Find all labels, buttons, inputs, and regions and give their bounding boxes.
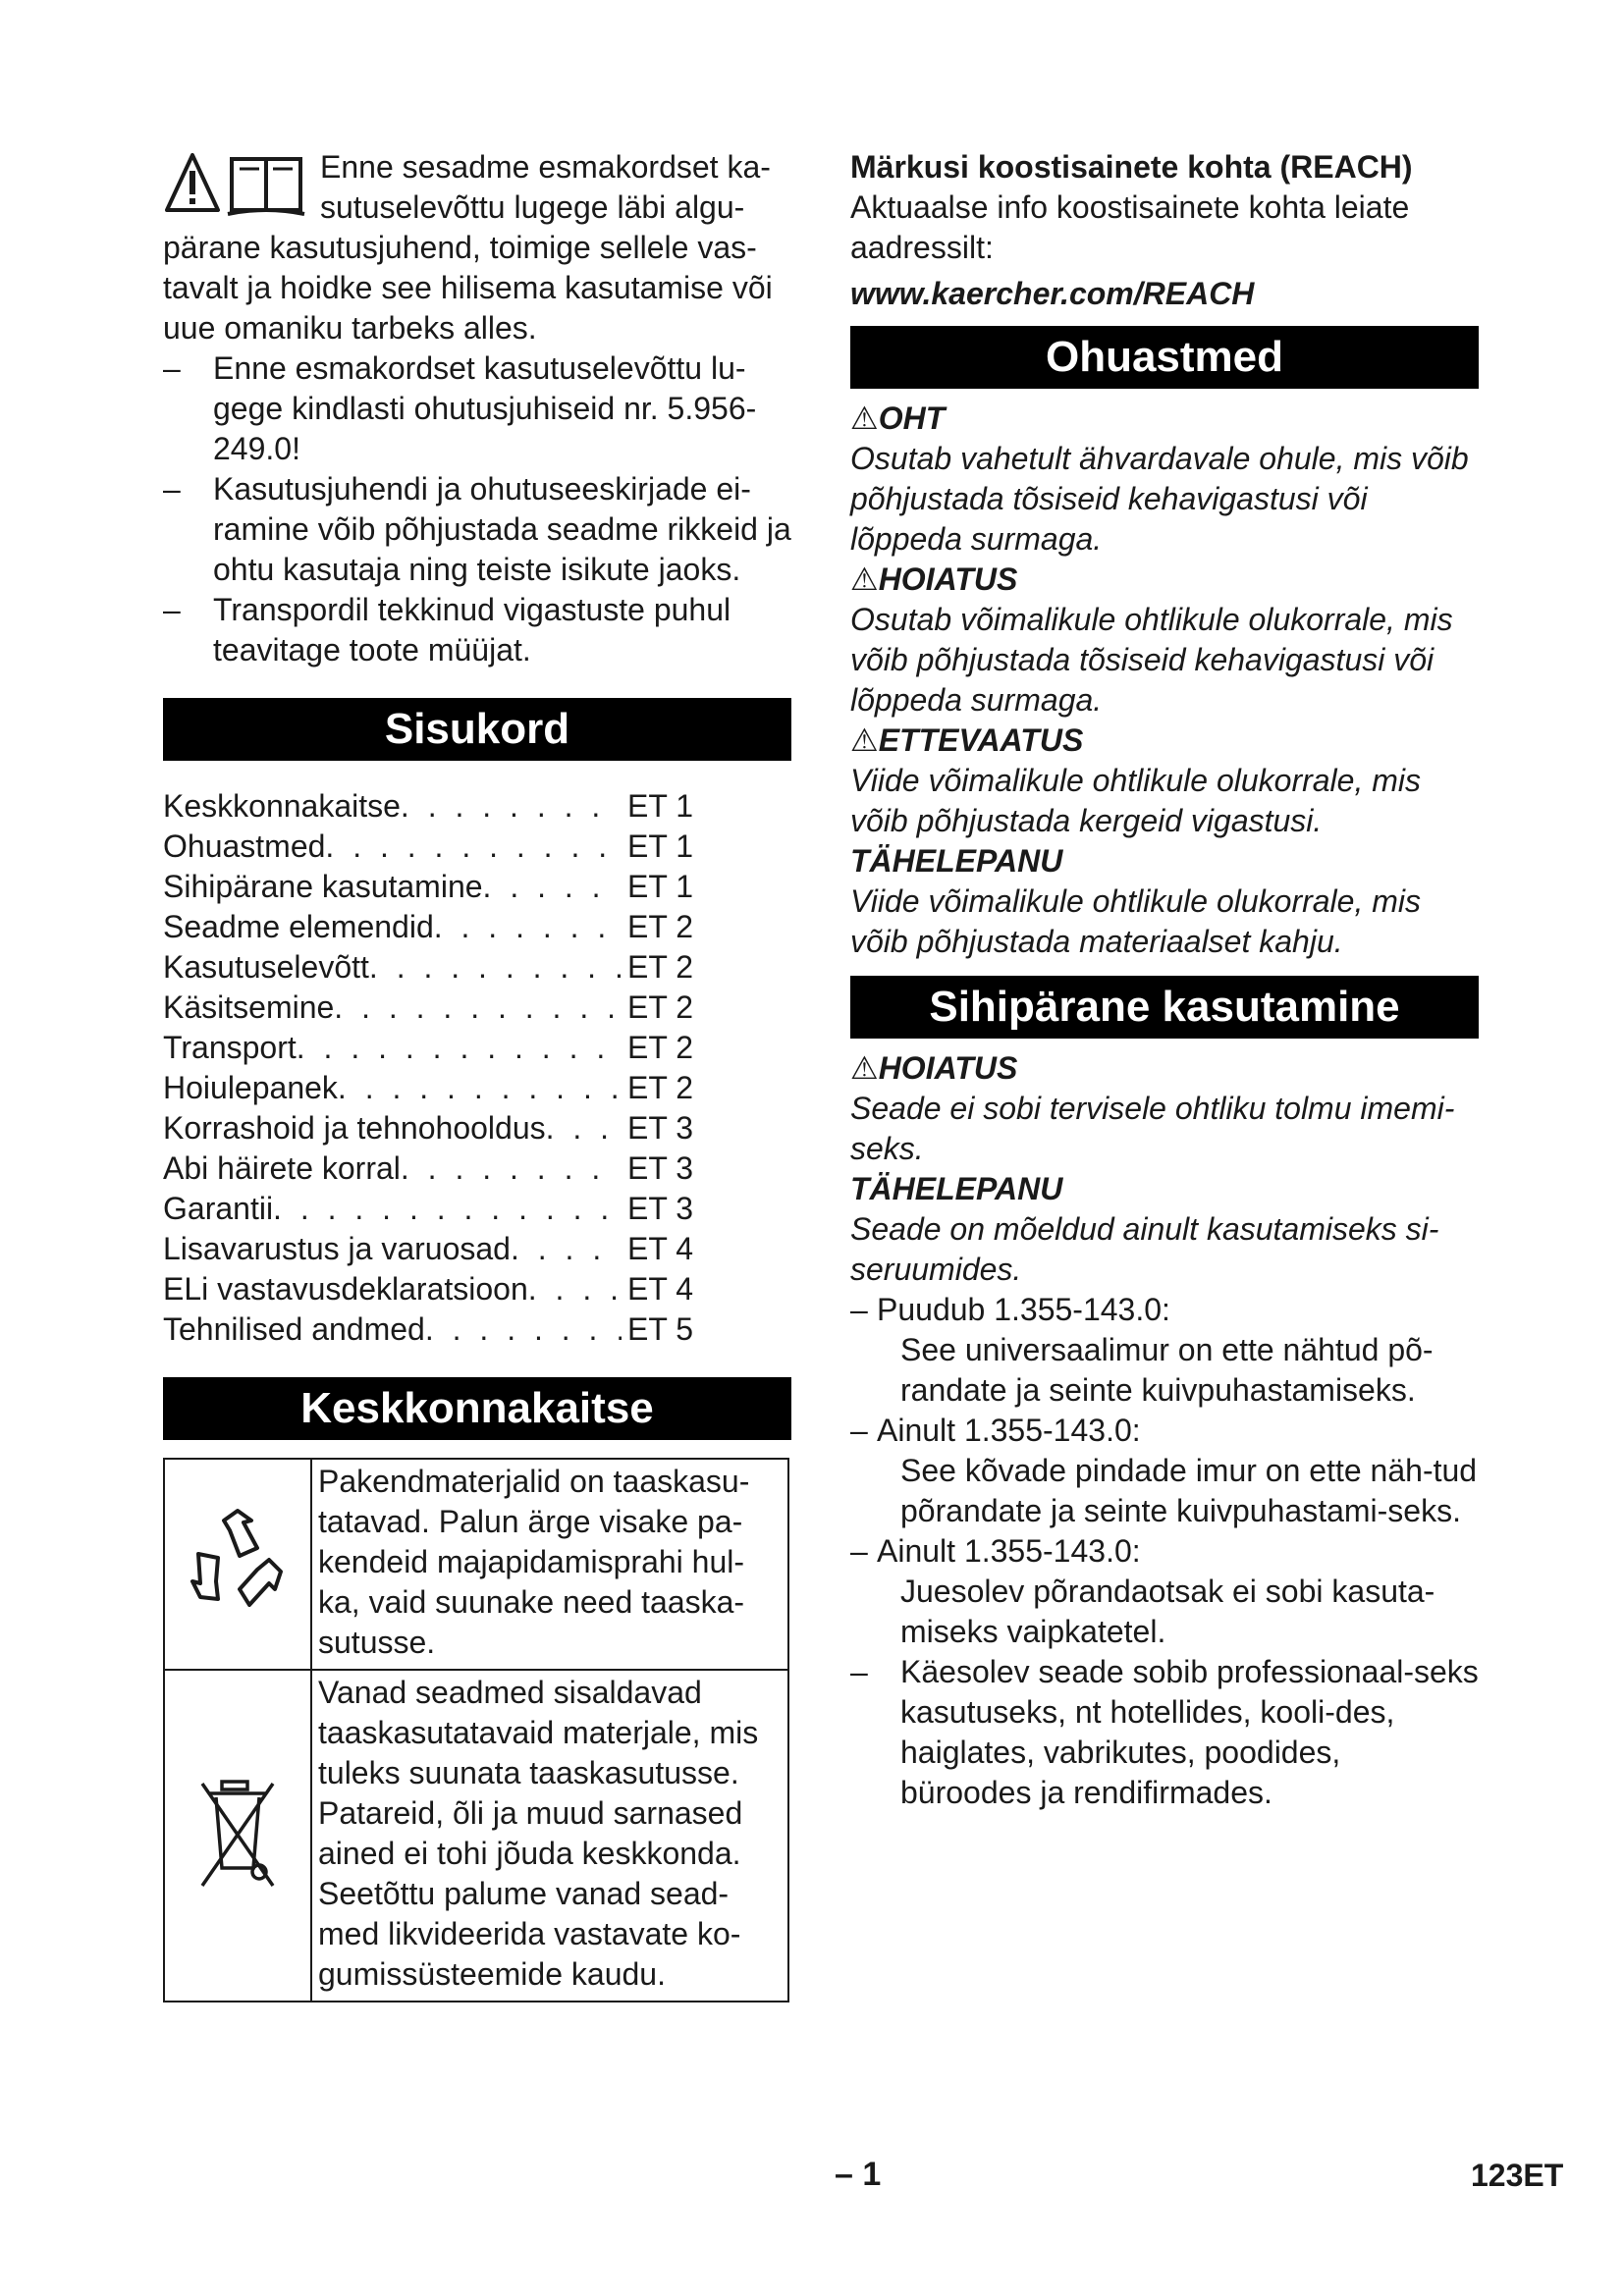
environment-heading: Keskkonnakaitse: [163, 1377, 791, 1440]
toc-item-label: Keskkonnakaitse: [163, 788, 401, 824]
toc-item-label: Garantii: [163, 1191, 274, 1226]
warning-icon: ⚠: [850, 561, 879, 597]
toc-heading: Sisukord: [163, 698, 791, 761]
toc-item[interactable]: [163, 867, 693, 907]
intro-bullet-text: Transpordil tekkinud vigastuste puhul teavitage toote müüjat.: [213, 592, 731, 667]
usage-warning-text: Seade ei sobi tervisele ohtliku tolmu imemi-seks.: [850, 1091, 1455, 1166]
toc-item[interactable]: [163, 1028, 693, 1068]
hazard-level-name: TÄHELEPANU: [850, 843, 1063, 879]
toc-item-label: Transport: [163, 1030, 297, 1065]
toc-item[interactable]: [163, 1189, 693, 1229]
toc-item-page: ET 2: [627, 1070, 693, 1105]
toc-item-page: ET 2: [627, 1030, 693, 1065]
toc-item[interactable]: [163, 947, 693, 988]
usage-section: [850, 1048, 1479, 1813]
dash-marker: –: [850, 1413, 868, 1448]
toc-leader: [369, 947, 622, 988]
usage-item-text: See kõvade pindade imur on ette näh-tud põrandate ja seinte kuivpuhastami-seks.: [900, 1453, 1478, 1528]
usage-item: [850, 1531, 1479, 1652]
toc-item-page: ET 2: [627, 909, 693, 944]
intro-bullet-text: Kasutusjuhendi ja ohutuseeskirjade ei-ramine võib põhjustada seadme rikkeid ja ohtu kasutaja ning teiste isikute jaoks.: [213, 471, 791, 587]
weee-icon-cell: [164, 1670, 311, 2002]
right-column: [850, 147, 1479, 1813]
dash-marker: –: [850, 1292, 868, 1327]
intro-paragraph: pärane kasutusjuhend, toimige sellele vas-tavalt ja hoidke see hilisema kasutamise või uue omaniku tarbeks alles.: [163, 230, 773, 346]
usage-item: [850, 1290, 1479, 1411]
toc-leader: [334, 988, 622, 1028]
toc-item[interactable]: [163, 1148, 693, 1189]
toc-item-page: ET 1: [627, 869, 693, 904]
toc-leader: [546, 1108, 622, 1148]
hazard-level-text: Viide võimalikule ohtlikule olukorrale, mis võib põhjustada kergeid vigastusi.: [850, 763, 1421, 838]
dash-marker: –: [850, 1654, 868, 1689]
toc-list: [163, 786, 791, 1350]
usage-item-label: Ainult 1.355-143.0:: [877, 1533, 1141, 1569]
toc-item-page: ET 4: [627, 1231, 693, 1266]
toc-item-label: Lisavarustus ja varuosad: [163, 1231, 511, 1266]
left-column: [163, 147, 791, 2002]
toc-leader: [401, 1148, 622, 1189]
toc-item-page: ET 2: [627, 949, 693, 985]
toc-item-page: ET 3: [627, 1110, 693, 1146]
dash-marker: –: [163, 350, 181, 386]
toc-leader: [483, 867, 622, 907]
toc-leader: [425, 1309, 622, 1350]
toc-item[interactable]: [163, 1068, 693, 1108]
toc-item-label: Korrashoid ja tehnohooldus: [163, 1110, 546, 1146]
toc-leader: [338, 1068, 622, 1108]
usage-item-text: Juesolev põrandaotsak ei sobi kasuta-miseks vaipkatetel.: [900, 1574, 1435, 1649]
toc-item-page: ET 3: [627, 1150, 693, 1186]
usage-final-text: Käesolev seade sobib professionaal-seks kasutuseks, nt hotellides, kooli-des, haiglates, vabrikutes, poodides, büroodes ja rendifirmades.: [900, 1654, 1479, 1810]
reach-url-link[interactable]: www.kaercher.com/REACH: [850, 276, 1255, 311]
toc-item-page: ET 3: [627, 1191, 693, 1226]
hazard-level-name: ⚠OHT: [850, 399, 1479, 439]
toc-item[interactable]: [163, 1108, 693, 1148]
toc-item-page: ET 4: [627, 1271, 693, 1307]
crossed-bin-icon: [189, 1770, 287, 1897]
usage-notice-name: TÄHELEPANU: [850, 1171, 1063, 1206]
toc-item-label: Käsitsemine: [163, 989, 335, 1025]
hazard-level-text: Osutab võimalikule ohtlikule olukorrale, mis võib põhjustada tõsiseid kehavigastusi või lõppeda surmaga.: [850, 602, 1453, 718]
warning-and-manual-icon: [163, 151, 310, 218]
toc-leader: [325, 827, 622, 867]
reach-text: Aktuaalse info koostisainete kohta leiate aadressilt:: [850, 189, 1410, 265]
toc-item[interactable]: [163, 1269, 693, 1309]
hazard-level-text: Viide võimalikule ohtlikule olukorrale, mis võib põhjustada materiaalset kahju.: [850, 883, 1421, 959]
toc-item-label: Hoiulepanek: [163, 1070, 338, 1105]
toc-item-label: Sihipärane kasutamine: [163, 869, 483, 904]
usage-item-label: Puudub 1.355-143.0:: [877, 1292, 1170, 1327]
toc-item-label: Kasutuselevõtt: [163, 949, 369, 985]
toc-item[interactable]: [163, 827, 693, 867]
usage-item-text: See universaalimur on ette nähtud põ-randate ja seinte kuivpuhastamiseks.: [900, 1332, 1434, 1408]
toc-item[interactable]: [163, 786, 693, 827]
hazard-level-text: Osutab vahetult ähvardavale ohule, mis võib põhjustada tõsiseid kehavigastusi või lõppeda surmaga.: [850, 441, 1469, 557]
toc-item-page: ET 5: [627, 1311, 693, 1347]
intro-section: [163, 147, 791, 670]
hazard-level-name: ⚠HOIATUS: [850, 560, 1479, 600]
toc-leader: [511, 1229, 622, 1269]
page-number: – 1: [835, 2156, 882, 2193]
toc-item-page: ET 1: [627, 828, 693, 864]
toc-leader: [434, 907, 622, 947]
packaging-text: Pakendmaterjalid on taaskasu-tatavad. Palun ärge visake pa-kendeid majapidamisprahi hul-ka, vaid suunake need taaska-sutusse.: [311, 1459, 788, 1670]
intro-bullet: [163, 469, 791, 590]
toc-leader: [401, 786, 622, 827]
toc-item-label: Tehnilised andmed: [163, 1311, 425, 1347]
usage-final-item: [850, 1652, 1479, 1813]
toc-leader: [297, 1028, 622, 1068]
dash-marker: –: [163, 471, 181, 507]
warning-icon: ⚠: [850, 400, 879, 436]
environment-row: [164, 1670, 788, 2002]
reach-heading: Märkusi koostisainete kohta (REACH): [850, 149, 1413, 185]
toc-leader: [273, 1189, 622, 1229]
hazard-heading: Ohuastmed: [850, 326, 1479, 389]
hazard-levels: [850, 399, 1479, 962]
toc-item[interactable]: [163, 1309, 693, 1350]
toc-leader: [528, 1269, 622, 1309]
toc-item[interactable]: [163, 988, 693, 1028]
environment-table: [163, 1458, 789, 2002]
intro-bullet: [163, 348, 791, 469]
environment-row: [164, 1459, 788, 1670]
toc-item-label: ELi vastavusdeklaratsioon: [163, 1271, 528, 1307]
intro-bullet-text: Enne esmakordset kasutuselevõttu lu-gege kindlasti ohutusjuhiseid nr. 5.956-249.0!: [213, 350, 757, 466]
intro-first-line: Enne sesadme esmakordset ka-sutuselevõttu lugege läbi algu-: [320, 149, 771, 225]
intro-bullet: [163, 590, 791, 670]
usage-heading: Sihipärane kasutamine: [850, 976, 1479, 1039]
recycle-icon: [179, 1503, 297, 1621]
usage-item: [850, 1411, 1479, 1531]
old-devices-text: Vanad seadmed sisaldavad taaskasutatavaid materjale, mis tuleks suunata taaskasutusse. Patareid, õli ja muud sarnased ained ei tohi jõuda keskkonda. Seetõttu palume vanad sead-med likvideerida vastavate ko-gumissüsteemide kaudu.: [311, 1670, 788, 2002]
page-code: 123ET: [1471, 2158, 1564, 2193]
toc-item-page: ET 1: [627, 788, 693, 824]
dash-marker: –: [163, 592, 181, 627]
usage-item-label: Ainult 1.355-143.0:: [877, 1413, 1141, 1448]
usage-notice-text: Seade on mõeldud ainult kasutamiseks si-seruumides.: [850, 1211, 1439, 1287]
warning-icon: ⚠: [850, 1050, 879, 1086]
toc-item-page: ET 2: [627, 989, 693, 1025]
warning-icon: ⚠: [850, 722, 879, 758]
hazard-level-name: ⚠ETTEVAATUS: [850, 721, 1479, 761]
toc-item-label: Ohuastmed: [163, 828, 326, 864]
recycle-icon-cell: [164, 1459, 311, 1670]
dash-marker: –: [850, 1533, 868, 1569]
usage-warning-name: ⚠HOIATUS: [850, 1048, 1479, 1089]
toc-item[interactable]: [163, 907, 693, 947]
toc-item[interactable]: [163, 1229, 693, 1269]
toc-item-label: Seadme elemendid: [163, 909, 434, 944]
toc-item-label: Abi häirete korral: [163, 1150, 401, 1186]
